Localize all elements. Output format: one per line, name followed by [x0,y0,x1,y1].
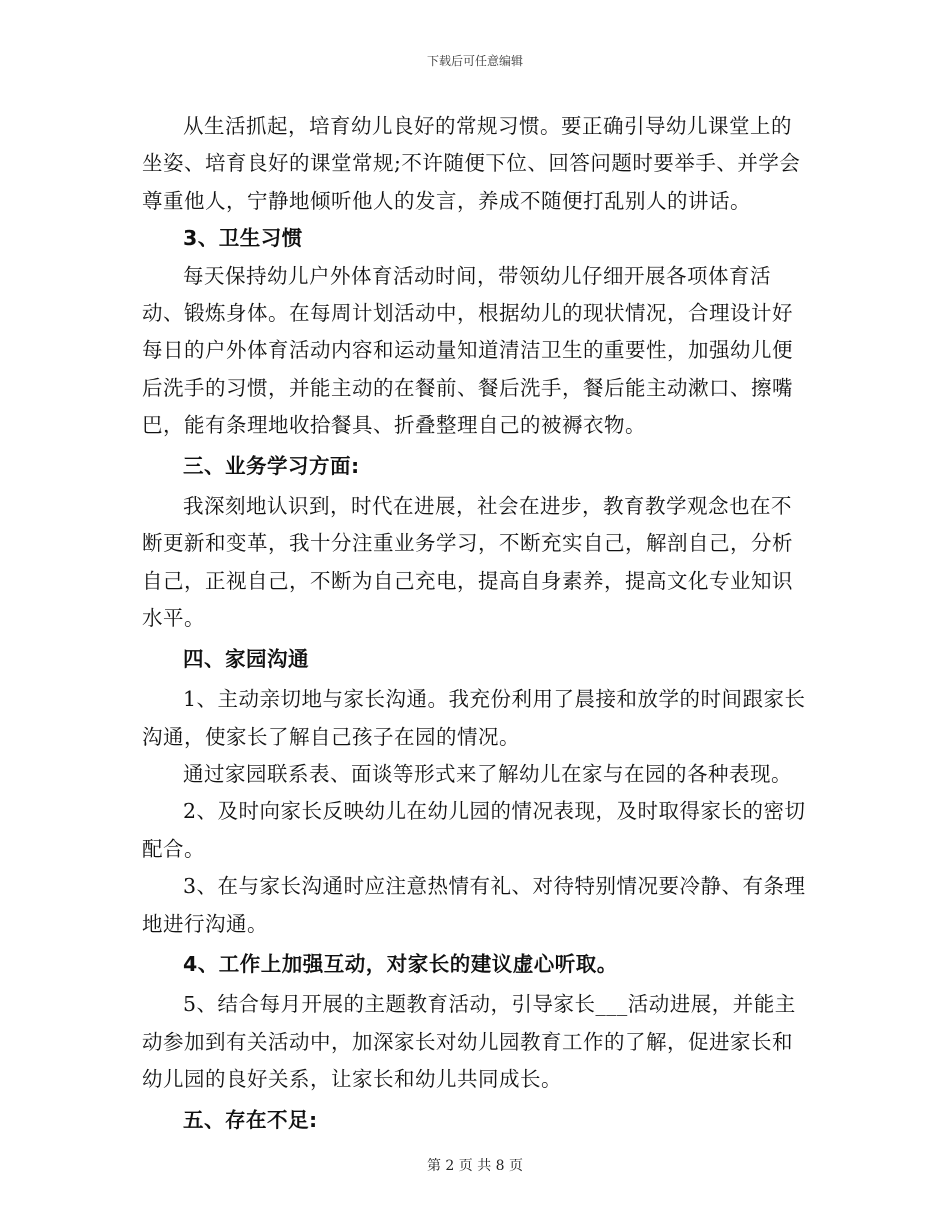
paragraph-communication-5 [142,986,812,1098]
heading-professional-study: 三、业务学习方面: [183,453,360,478]
heading-strengthen-interaction: 4、工作上加强互动，对家长的建议虚心听取。 [183,951,618,976]
paragraph-routine-habits: 从生活抓起，培育幼儿良好的常规习惯。要正确引导幼儿课堂上的坐姿、培育良好的课堂常规;不许随便下位、回答问题时要举手、并学会尊重他人，宁静地倾听他人的发言，养成不随便打乱别人的讲话。 [142,114,801,213]
heading-shortcomings: 五、存在不足: [183,1107,318,1132]
heading-home-school-communication: 四、家园沟通 [183,646,309,671]
page-header: 下载后可任意编辑 [426,54,523,68]
fill-in-blank: ___ [595,992,628,1017]
paragraph-communication-1: 1、主动亲切地与家长沟通。我充份利用了晨接和放学的时间跟家长沟通，使家长了解自己孩子在园的情况。 [142,687,806,749]
paragraph-communication-5-start: 5、结合每月开展的主题教育活动，引导家长 [183,992,596,1017]
paragraph-communication-5-end: 活动进展，并能主动参加到有关活动中，加深家长对幼儿园教育工作的了解，促进家长和幼儿园的良好关系，让家长和幼儿共同成长。 [142,992,796,1092]
paragraph-communication-2: 2、及时向家长反映幼儿在幼儿园的情况表现，及时取得家长的密切配合。 [142,799,806,861]
page-footer: 第 2 页 共 8 页 [426,1158,524,1174]
paragraph-communication-3: 3、在与家长沟通时应注意热情有礼、对待特别情况要冷静、有条理地进行沟通。 [142,874,806,936]
heading-hygiene-habits: 3、卫生习惯 [183,226,303,251]
paragraph-hygiene-habits: 每天保持幼儿户外体育活动时间，带领幼儿仔细开展各项体育活动、锻炼身体。在每周计划活动中，根据幼儿的现状情况，合理设计好每日的户外体育活动内容和运动量知道清洁卫生的重要性，加强幼儿便后洗手的习惯，并能主动的在餐前、餐后洗手，餐后能主动漱口、擦嘴巴，能有条理地收拾餐具、折叠整理自己的被褥衣物。 [142,263,793,438]
document-body [142,108,812,1142]
paragraph-professional-study: 我深刻地认识到，时代在进展，社会在进步，教育教学观念也在不断更新和变革，我十分注重业务学习，不断充实自己，解剖自己，分析自己，正视自己，不断为自己充电，提高自身素养，提高文化专业知识水平。 [142,494,793,631]
paragraph-communication-forms: 通过家园联系表、面谈等形式来了解幼儿在家与在园的各种表现。 [183,761,792,786]
